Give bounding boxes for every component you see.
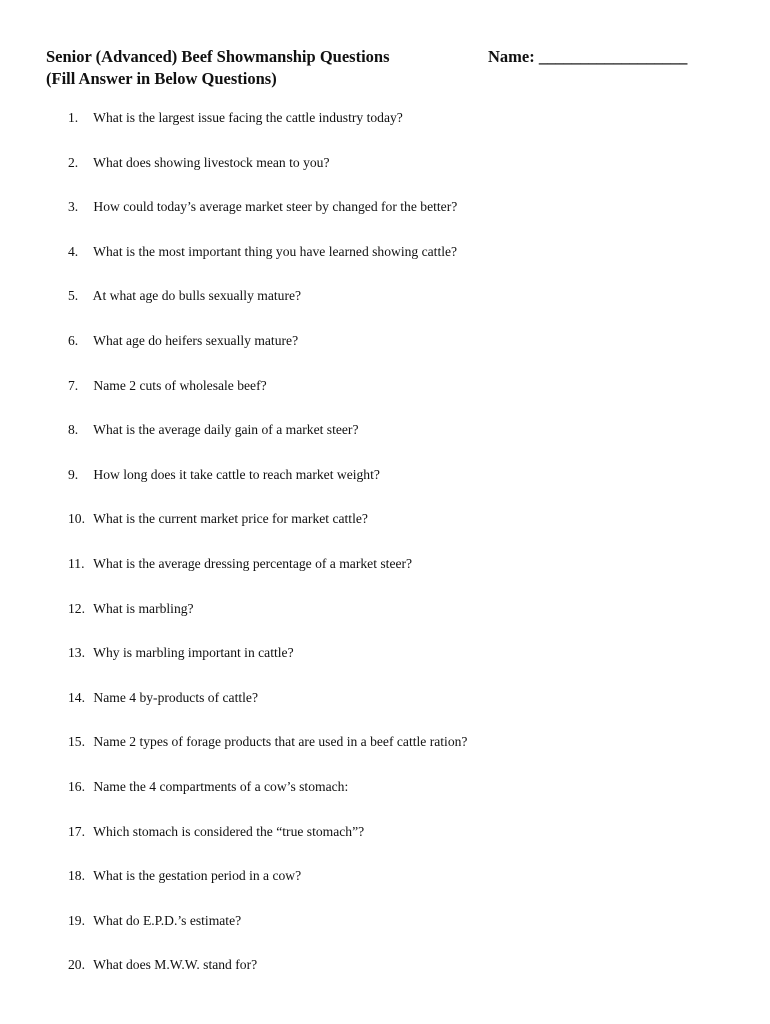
question-number: 10. [68, 511, 85, 527]
question-item [68, 600, 748, 645]
question-number: 18. [68, 868, 85, 884]
question-text: At what age do bulls sexually mature? [92, 288, 302, 304]
question-text: Name 2 types of forage products that are used in a beef cattle ration? [93, 734, 468, 750]
question-item [68, 555, 748, 600]
question-number: 20. [68, 957, 85, 973]
name-field-label: Name: __________________ [488, 47, 688, 66]
question-text: Why is marbling important in cattle? [93, 645, 294, 661]
question-item [68, 154, 748, 199]
question-item [68, 332, 748, 377]
question-text: Which stomach is considered the “true stomach”? [93, 823, 365, 839]
question-text: What is marbling? [93, 600, 194, 616]
question-item [68, 421, 748, 466]
question-text: What do E.P.D.’s estimate? [93, 912, 242, 928]
question-item [68, 823, 748, 868]
question-number: 6. [68, 332, 79, 348]
question-text: Name 2 cuts of wholesale beef? [93, 377, 267, 393]
question-item [68, 778, 748, 823]
question-item [68, 243, 748, 288]
question-item [68, 912, 748, 957]
document-subtitle: (Fill Answer in Below Questions) [46, 69, 277, 88]
question-item [68, 377, 748, 422]
question-text: What age do heifers sexually mature? [93, 332, 299, 348]
question-text: What is the largest issue facing the cattle industry today? [93, 110, 403, 125]
question-item [68, 109, 748, 154]
question-item [68, 644, 748, 689]
question-number: 15. [68, 734, 85, 750]
question-item [68, 956, 748, 1001]
question-number: 8. [68, 422, 79, 438]
question-number: 17. [68, 823, 85, 839]
question-text: What is the average daily gain of a market steer? [93, 422, 359, 438]
question-text: What is the most important thing you have learned showing cattle? [93, 243, 458, 259]
question-number: 12. [68, 600, 85, 616]
document-title: Senior (Advanced) Beef Showmanship Questions [46, 47, 390, 66]
question-number: 16. [68, 778, 85, 794]
question-number: 11. [68, 555, 85, 571]
question-item [68, 733, 748, 778]
question-number: 2. [68, 154, 79, 170]
question-item [68, 867, 748, 912]
question-text: What does showing livestock mean to you? [93, 154, 330, 170]
question-item [68, 198, 748, 243]
document-header [46, 46, 390, 90]
question-item [68, 466, 748, 511]
question-number: 19. [68, 912, 85, 928]
question-number: 13. [68, 645, 85, 661]
question-number: 9. [68, 466, 79, 482]
question-number: 7. [68, 377, 79, 393]
question-text: How could today’s average market steer by changed for the better? [93, 199, 458, 215]
question-number: 4. [68, 243, 79, 259]
question-number: 1. [68, 110, 79, 125]
question-text: Name the 4 compartments of a cow’s stomach: [93, 778, 349, 794]
question-text: What is the current market price for market cattle? [93, 511, 368, 527]
question-item [68, 510, 748, 555]
question-item [68, 287, 748, 332]
question-text: What does M.W.W. stand for? [93, 957, 258, 973]
question-list [68, 109, 748, 1001]
question-number: 3. [68, 199, 79, 215]
question-item [68, 689, 748, 734]
question-text: Name 4 by-products of cattle? [93, 689, 258, 705]
question-number: 5. [68, 288, 79, 304]
question-text: How long does it take cattle to reach market weight? [93, 466, 380, 482]
question-number: 14. [68, 689, 85, 705]
question-text: What is the gestation period in a cow? [93, 868, 302, 884]
question-text: What is the average dressing percentage of a market steer? [93, 555, 413, 571]
